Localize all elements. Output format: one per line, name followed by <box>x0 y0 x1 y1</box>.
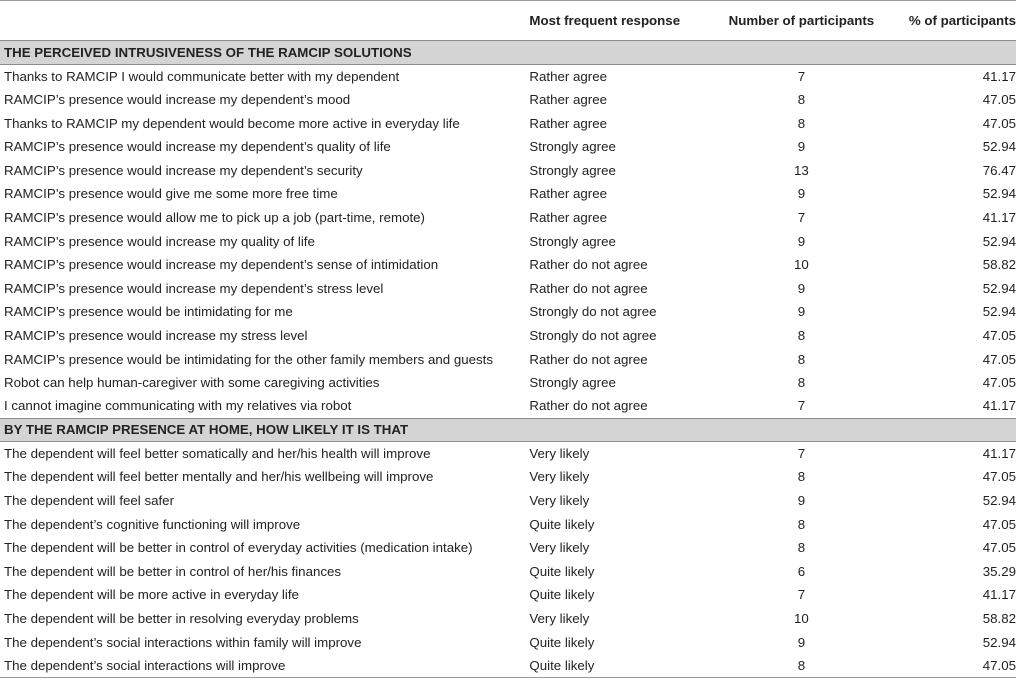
table-row <box>0 583 1016 607</box>
cell-most-frequent-response: Rather do not agree <box>529 280 648 296</box>
table-row <box>0 135 1016 159</box>
cell-most-frequent-response: Strongly agree <box>529 162 616 178</box>
table-row <box>0 206 1016 230</box>
cell-percent-of-participants: 58.82 <box>982 257 1016 273</box>
cell-percent-of-participants: 52.94 <box>982 186 1016 202</box>
table-header <box>0 1 1016 41</box>
cell-most-frequent-response: Rather agree <box>529 186 607 202</box>
cell-statement: I cannot imagine communicating with my relatives via robot <box>4 398 352 414</box>
cell-most-frequent-response: Very likely <box>529 493 590 509</box>
cell-number-of-participants: 9 <box>797 304 806 320</box>
cell-number-of-participants: 8 <box>797 115 806 131</box>
cell-statement: Thanks to RAMCIP I would communicate better with my dependent <box>4 68 400 84</box>
table-row <box>0 607 1016 631</box>
cell-number-of-participants: 10 <box>794 257 809 273</box>
cell-number-of-participants: 10 <box>794 611 809 627</box>
cell-percent-of-participants: 47.05 <box>982 375 1016 391</box>
cell-statement: RAMCIP’s presence would increase my quality of life <box>4 233 315 249</box>
table-row <box>0 536 1016 560</box>
cell-percent-of-participants: 47.05 <box>887 654 1016 678</box>
cell-percent-of-participants: 58.82 <box>982 611 1016 627</box>
cell-statement: RAMCIP’s presence would increase my dependent’s security <box>4 162 363 178</box>
cell-percent-of-participants: 52.94 <box>982 233 1016 249</box>
header-statement <box>0 1 525 41</box>
cell-most-frequent-response: Rather do not agree <box>529 351 648 367</box>
table-row <box>0 253 1016 277</box>
cell-percent-of-participants: 47.05 <box>982 327 1016 343</box>
cell-most-frequent-response: Rather agree <box>529 115 607 131</box>
cell-number-of-participants: 8 <box>797 375 806 391</box>
cell-most-frequent-response: Quite likely <box>525 654 711 678</box>
cell-number-of-participants: 9 <box>797 280 806 296</box>
header-number-of-participants: Number of participants <box>712 1 887 41</box>
cell-most-frequent-response: Strongly agree <box>529 139 616 155</box>
cell-percent-of-participants: 47.05 <box>982 91 1016 107</box>
table-row <box>0 394 1016 418</box>
cell-number-of-participants: 9 <box>797 493 806 509</box>
table-row <box>0 654 1016 678</box>
cell-most-frequent-response: Very likely <box>529 446 590 462</box>
table-row <box>0 442 1016 466</box>
header-percent-of-participants: % of participants <box>887 1 1016 41</box>
cell-percent-of-participants: 41.17 <box>982 446 1016 462</box>
cell-most-frequent-response: Rather agree <box>529 68 607 84</box>
cell-percent-of-participants: 47.05 <box>982 516 1016 532</box>
cell-number-of-participants: 7 <box>797 68 806 84</box>
section-title: THE PERCEIVED INTRUSIVENESS OF THE RAMCIP SOLUTIONS <box>0 41 1016 65</box>
table-row <box>0 489 1016 513</box>
cell-most-frequent-response: Quite likely <box>529 563 595 579</box>
table-row <box>0 64 1016 88</box>
cell-statement: The dependent will feel safer <box>4 493 175 509</box>
section-header-row <box>0 418 1016 442</box>
cell-statement: The dependent’s social interactions will improve <box>0 654 525 678</box>
cell-statement: RAMCIP’s presence would increase my stress level <box>4 327 308 343</box>
cell-percent-of-participants: 52.94 <box>982 304 1016 320</box>
table-row <box>0 512 1016 536</box>
cell-number-of-participants: 13 <box>794 162 809 178</box>
cell-percent-of-participants: 52.94 <box>982 280 1016 296</box>
table-row <box>0 88 1016 112</box>
cell-number-of-participants: 9 <box>797 233 806 249</box>
cell-number-of-participants: 7 <box>797 587 806 603</box>
header-row <box>0 1 1016 41</box>
cell-percent-of-participants: 47.05 <box>982 115 1016 131</box>
cell-number-of-participants: 9 <box>797 139 806 155</box>
cell-number-of-participants: 8 <box>797 516 806 532</box>
cell-number-of-participants: 8 <box>797 327 806 343</box>
cell-statement: The dependent will feel better somatically and her/his health will improve <box>4 446 431 462</box>
table-row <box>0 300 1016 324</box>
cell-statement: The dependent’s cognitive functioning will improve <box>4 516 301 532</box>
table-row <box>0 324 1016 348</box>
section-title: BY THE RAMCIP PRESENCE AT HOME, HOW LIKELY IT IS THAT <box>0 418 1016 442</box>
cell-statement: The dependent will be better in control of everyday activities (medication intake) <box>4 540 473 556</box>
cell-percent-of-participants: 52.94 <box>982 493 1016 509</box>
cell-statement: The dependent will be better in resolving everyday problems <box>4 611 359 627</box>
cell-most-frequent-response: Rather do not agree <box>529 398 648 414</box>
cell-percent-of-participants: 35.29 <box>982 563 1016 579</box>
cell-percent-of-participants: 47.05 <box>982 469 1016 485</box>
cell-most-frequent-response: Rather agree <box>529 209 607 225</box>
table-row <box>0 276 1016 300</box>
cell-percent-of-participants: 41.17 <box>982 68 1016 84</box>
cell-number-of-participants: 8 <box>797 540 806 556</box>
cell-most-frequent-response: Very likely <box>529 611 590 627</box>
cell-most-frequent-response: Strongly do not agree <box>529 304 657 320</box>
cell-percent-of-participants: 52.94 <box>982 634 1016 650</box>
cell-percent-of-participants: 47.05 <box>982 540 1016 556</box>
cell-most-frequent-response: Rather agree <box>529 91 607 107</box>
table-body <box>0 41 1016 678</box>
cell-percent-of-participants: 76.47 <box>982 162 1016 178</box>
cell-number-of-participants: 7 <box>797 446 806 462</box>
cell-most-frequent-response: Very likely <box>529 540 590 556</box>
cell-statement: The dependent will feel better mentally and her/his wellbeing will improve <box>4 469 434 485</box>
cell-statement: The dependent will be more active in everyday life <box>4 587 299 603</box>
table-row <box>0 630 1016 654</box>
cell-statement: Robot can help human-caregiver with some caregiving activities <box>4 375 380 391</box>
cell-number-of-participants: 8 <box>712 654 887 678</box>
cell-statement: RAMCIP’s presence would be intimidating for the other family members and guests <box>4 351 494 367</box>
table-row <box>0 111 1016 135</box>
cell-most-frequent-response: Quite likely <box>529 516 595 532</box>
table-row <box>0 182 1016 206</box>
cell-percent-of-participants: 41.17 <box>982 209 1016 225</box>
cell-number-of-participants: 8 <box>797 351 806 367</box>
cell-number-of-participants: 9 <box>797 634 806 650</box>
cell-number-of-participants: 8 <box>797 469 806 485</box>
table-row <box>0 158 1016 182</box>
cell-statement: RAMCIP’s presence would be intimidating for me <box>4 304 293 320</box>
cell-most-frequent-response: Strongly agree <box>529 375 616 391</box>
cell-percent-of-participants: 52.94 <box>982 139 1016 155</box>
table-row <box>0 371 1016 395</box>
section-header-row <box>0 41 1016 65</box>
cell-statement: The dependent will be better in control of her/his finances <box>4 563 342 579</box>
cell-most-frequent-response: Very likely <box>529 469 590 485</box>
cell-statement: RAMCIP’s presence would increase my dependent’s mood <box>4 91 351 107</box>
cell-number-of-participants: 8 <box>797 91 806 107</box>
cell-most-frequent-response: Strongly agree <box>529 233 616 249</box>
cell-percent-of-participants: 41.17 <box>982 587 1016 603</box>
cell-most-frequent-response: Rather do not agree <box>529 257 648 273</box>
cell-percent-of-participants: 47.05 <box>982 351 1016 367</box>
table-row <box>0 347 1016 371</box>
cell-number-of-participants: 9 <box>797 186 806 202</box>
cell-statement: The dependent’s social interactions within family will improve <box>4 634 362 650</box>
cell-percent-of-participants: 41.17 <box>982 398 1016 414</box>
cell-statement: RAMCIP’s presence would allow me to pick up a job (part-time, remote) <box>4 209 425 225</box>
cell-statement: RAMCIP’s presence would give me some more free time <box>4 186 338 202</box>
cell-statement: Thanks to RAMCIP my dependent would become more active in everyday life <box>4 115 460 131</box>
cell-number-of-participants: 6 <box>797 563 806 579</box>
cell-statement: RAMCIP’s presence would increase my dependent’s stress level <box>4 280 384 296</box>
table-row <box>0 465 1016 489</box>
cell-statement: RAMCIP’s presence would increase my dependent’s quality of life <box>4 139 391 155</box>
cell-most-frequent-response: Quite likely <box>529 634 595 650</box>
header-most-frequent-response: Most frequent response <box>525 1 711 41</box>
table-row <box>0 229 1016 253</box>
cell-number-of-participants: 7 <box>797 209 806 225</box>
table-row <box>0 560 1016 584</box>
cell-statement: RAMCIP’s presence would increase my dependent’s sense of intimidation <box>4 257 439 273</box>
cell-number-of-participants: 7 <box>797 398 806 414</box>
cell-most-frequent-response: Quite likely <box>529 587 595 603</box>
cell-most-frequent-response: Strongly do not agree <box>529 327 657 343</box>
